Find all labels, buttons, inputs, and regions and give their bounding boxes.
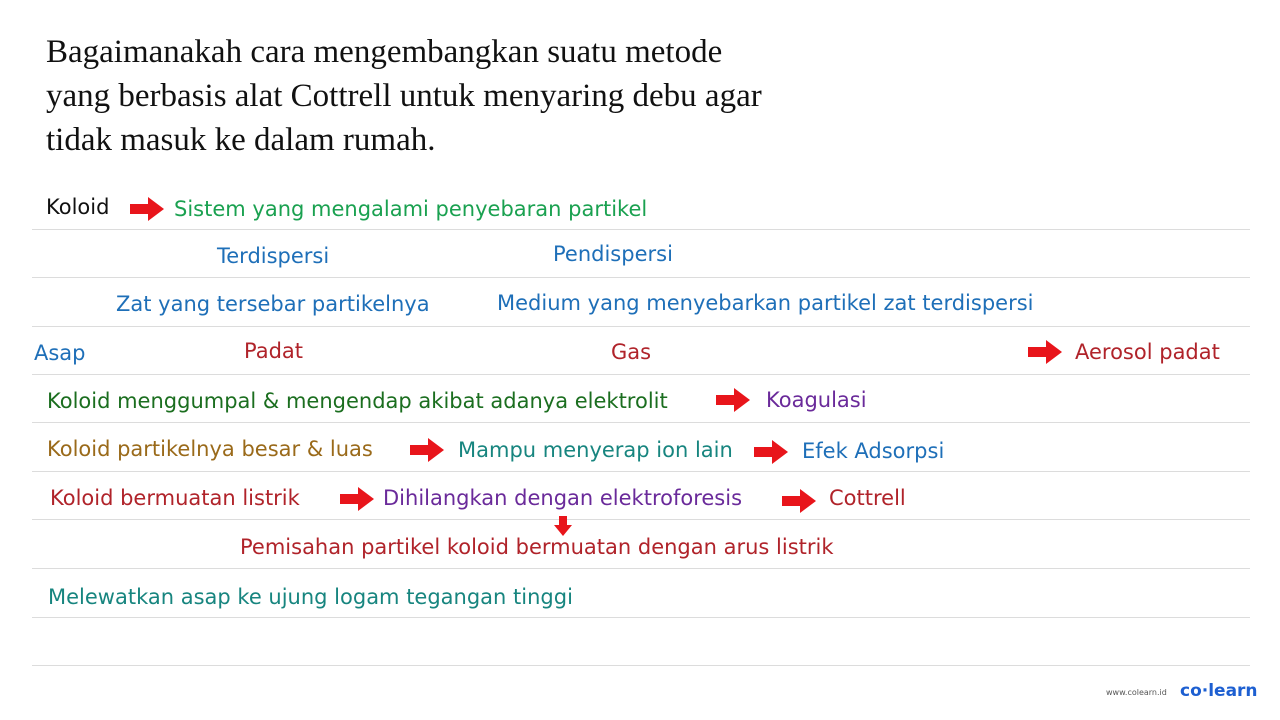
adsorpsi-label: Efek Adsorpsi: [802, 439, 945, 463]
rule-line: [32, 471, 1250, 472]
red-arrow-right-icon: [716, 388, 750, 412]
red-arrow-right-icon: [410, 438, 444, 462]
red-arrow-right-icon: [754, 440, 788, 464]
koagulasi-label: Koagulasi: [766, 388, 867, 412]
koagulasi-cause: Koloid menggumpal & mengendap akibat adanya elektrolit: [47, 389, 668, 413]
red-arrow-right-icon: [1028, 340, 1062, 364]
rule-line: [32, 229, 1250, 230]
adsorpsi-mid: Mampu menyerap ion lain: [458, 438, 733, 462]
rule-line: [32, 374, 1250, 375]
colearn-logo: co·learn: [1180, 681, 1258, 701]
question-line-2: yang berbasis alat Cottrell untuk menyaring debu agar: [46, 78, 762, 114]
rule-line: [32, 519, 1250, 520]
red-arrow-right-icon: [130, 197, 164, 221]
rule-line: [32, 326, 1250, 327]
brand-url: www.colearn.id: [1106, 688, 1167, 697]
asap-label: Asap: [34, 341, 86, 365]
question-line-1: Bagaimanakah cara mengembangkan suatu metode: [46, 34, 723, 70]
terdispersi-label: Terdispersi: [217, 244, 330, 268]
red-arrow-right-icon: [782, 489, 816, 513]
rule-line: [32, 568, 1250, 569]
rule-line: [32, 422, 1250, 423]
red-arrow-down-icon: [554, 516, 572, 536]
gas-label: Gas: [611, 340, 652, 364]
cottrell-label: Cottrell: [829, 486, 906, 510]
pendispersi-definition: Medium yang menyebarkan partikel zat terdispersi: [497, 291, 1034, 315]
pendispersi-label: Pendispersi: [553, 242, 673, 266]
rule-line: [32, 617, 1250, 618]
koloid-definition: Sistem yang mengalami penyebaran partikel: [174, 197, 648, 221]
red-arrow-right-icon: [340, 487, 374, 511]
adsorpsi-cause: Koloid partikelnya besar & luas: [47, 437, 373, 461]
rule-line: [32, 665, 1250, 666]
rule-line: [32, 277, 1250, 278]
padat-label: Padat: [244, 339, 304, 363]
terdispersi-definition: Zat yang tersebar partikelnya: [116, 292, 430, 316]
melewatkan-text: Melewatkan asap ke ujung logam tegangan tinggi: [48, 585, 573, 609]
question-text: [46, 30, 806, 162]
aerosol-padat-label: Aerosol padat: [1075, 340, 1220, 364]
koloid-term: Koloid: [46, 195, 110, 219]
pemisahan-text: Pemisahan partikel koloid bermuatan dengan arus listrik: [240, 535, 834, 559]
elektroforesis-text: Dihilangkan dengan elektroforesis: [383, 486, 743, 510]
question-line-3: tidak masuk ke dalam rumah.: [46, 122, 436, 158]
listrik-cause: Koloid bermuatan listrik: [50, 486, 300, 510]
